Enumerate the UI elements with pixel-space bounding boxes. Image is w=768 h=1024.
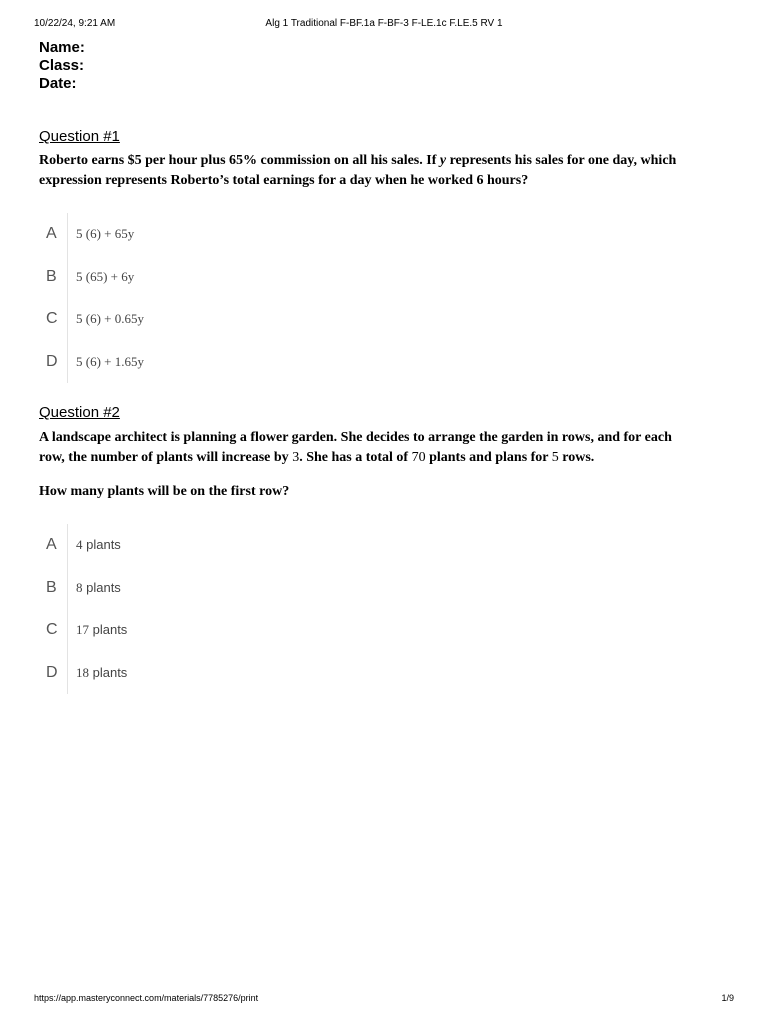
choice-divider <box>67 213 68 256</box>
question-2-stem-text: A landscape architect is planning a flower garden. She decides to arrange the garden in rows, and for each row, the number of plants will increase by <box>39 430 672 465</box>
choice-2b[interactable] <box>39 567 439 610</box>
choice-number: 18 <box>76 664 89 680</box>
choice-divider <box>67 256 68 299</box>
choice-unit: plants <box>82 579 121 595</box>
choice-unit: plants <box>82 537 121 552</box>
choice-letter: C <box>46 310 58 327</box>
choice-divider <box>67 609 68 652</box>
question-1-variable: y <box>439 153 447 168</box>
choice-divider <box>67 524 68 567</box>
choice-text: 5 (6) + 0.65y <box>76 311 144 326</box>
choice-divider <box>67 341 68 384</box>
choice-2d[interactable] <box>39 652 439 695</box>
question-2-stem <box>39 428 699 468</box>
choice-number: 8 <box>76 579 83 595</box>
choice-text: 5 (65) + 6y <box>76 268 135 284</box>
choice-number: 4 <box>76 537 83 552</box>
choice-2a[interactable] <box>39 524 439 567</box>
choice-divider <box>67 298 68 341</box>
choice-unit: plants <box>89 664 128 680</box>
choice-letter: D <box>46 352 58 370</box>
date-label: Date: <box>39 75 77 92</box>
choice-letter: A <box>46 225 57 242</box>
choice-letter: C <box>46 621 58 638</box>
choice-text <box>76 567 121 610</box>
choice-2c[interactable] <box>39 609 439 652</box>
question-1-heading: Question #1 <box>39 128 120 145</box>
print-title: Alg 1 Traditional F-BF.1a F-BF-3 F-LE.1c F.LE.5 RV 1 <box>265 18 503 29</box>
question-2-number: 70 <box>411 450 426 465</box>
choice-1c[interactable] <box>39 298 439 341</box>
print-timestamp: 10/22/24, 9:21 AM <box>34 18 116 29</box>
choice-divider <box>67 567 68 610</box>
page-url: https://app.masteryconnect.com/materials/7785276/print <box>34 993 259 1003</box>
choice-1b[interactable] <box>39 256 439 299</box>
choice-letter: D <box>46 663 58 681</box>
choice-text <box>76 524 121 567</box>
print-footer <box>34 993 734 1007</box>
question-2-choices <box>39 524 439 694</box>
print-header <box>34 18 734 32</box>
class-label: Class: <box>39 57 85 74</box>
choice-unit: plants <box>89 622 128 637</box>
question-2-stem-text: rows. <box>558 450 595 465</box>
question-2-number: 5 <box>551 450 559 465</box>
question-2-heading: Question #2 <box>39 404 120 421</box>
question-1-choices <box>39 213 439 383</box>
question-2-prompt: How many plants will be on the first row? <box>39 484 290 499</box>
choice-divider <box>67 652 68 695</box>
question-2-stem-text: plants and plans for <box>425 450 552 465</box>
choice-text <box>76 652 127 695</box>
choice-1d[interactable] <box>39 341 439 384</box>
choice-letter: B <box>46 267 57 285</box>
choice-text: 5 (6) + 1.65y <box>76 353 144 369</box>
question-1-stem <box>39 151 699 191</box>
choice-1a[interactable] <box>39 213 439 256</box>
choice-text <box>76 609 127 652</box>
choice-letter: B <box>46 578 57 596</box>
choice-text: 5 (6) + 65y <box>76 226 135 241</box>
name-label: Name: <box>39 39 85 56</box>
question-1-stem-text-end: represents his sales for one day, which expression represents Roberto’s total earnings for a day when he worked 6 hours? <box>39 153 677 188</box>
choice-letter: A <box>46 536 57 553</box>
student-info <box>39 39 85 93</box>
question-2-number: 3 <box>292 450 300 465</box>
question-1-stem-text: Roberto earns $5 per hour plus 65% commission on all his sales. If <box>39 153 440 168</box>
page-number: 1/9 <box>721 993 734 1003</box>
choice-number: 17 <box>76 622 89 637</box>
question-2-stem-text: . She has a total of <box>299 450 412 465</box>
